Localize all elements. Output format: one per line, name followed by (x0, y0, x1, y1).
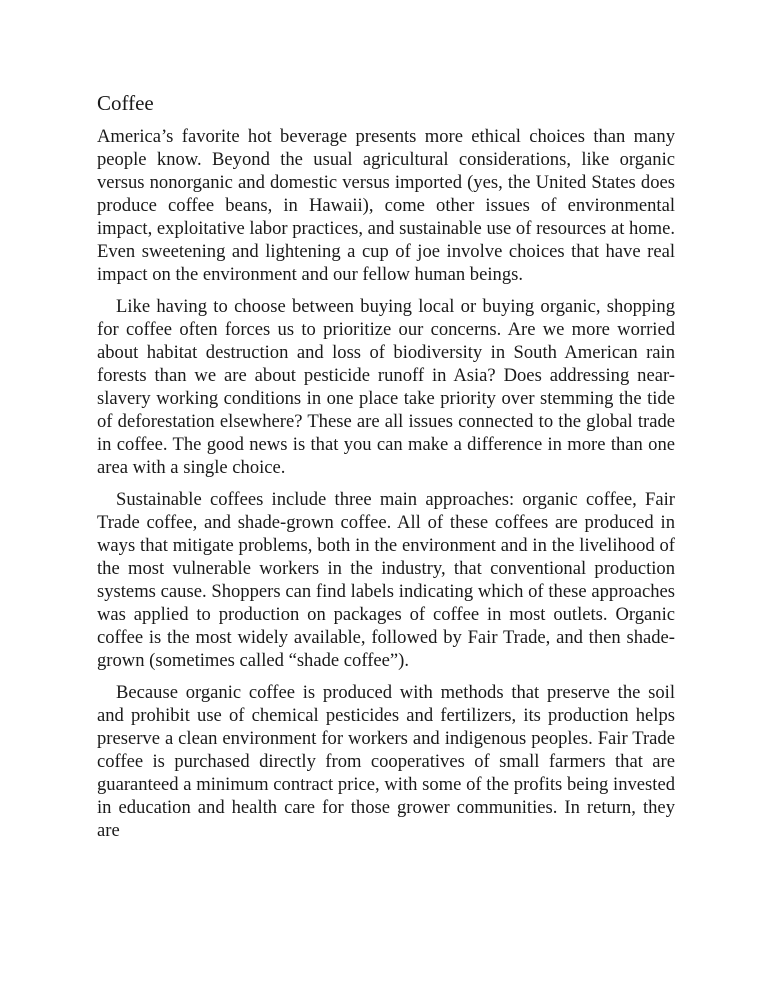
paragraph-intro: America’s favorite hot beverage presents more ethical choices than many people know. Beyond the usual agricultural considerations, like organic versus nonorganic and domestic versus imported (yes, the United States does produce coffee beans, in Hawaii), come other issues of environmental impact, exploitative labor practices, and sustainable use of resources at home. Even sweetening and lightening a cup of joe involve choices that have real impact on the environment and our fellow human beings. (97, 126, 675, 285)
paragraph-priorities: Like having to choose between buying local or buying organic, shopping for coffee often forces us to prioritize our concerns. Are we more worried about habitat destruction and loss of biodiversity in South American rain forests than we are about pesticide runoff in Asia? Does addressing near-slavery working conditions in one place take priority over stemming the tide of deforestation elsewhere? These are all issues connected to the global trade in coffee. The good news is that you can make a difference in more than one area with a single choice. (97, 296, 675, 478)
paragraph-sustainable-approaches: Sustainable coffees include three main approaches: organic coffee, Fair Trade coffee, and shade-grown coffee. All of these coffees are produced in ways that mitigate problems, both in the environment and in the livelihood of the most vulnerable workers in the industry, that conventional production systems cause. Shoppers can find labels indicating which of these approaches was applied to production on packages of coffee in most outlets. Organic coffee is the most widely available, followed by Fair Trade, and then shade-grown (sometimes called “shade coffee”). (97, 489, 675, 671)
section-title: Coffee (97, 91, 154, 115)
paragraph-organic-fair-trade: Because organic coffee is produced with methods that preserve the soil and prohibit use of chemical pesticides and fertilizers, its production helps preserve a clean environment for workers and indigenous peoples. Fair Trade coffee is purchased directly from cooperatives of small farmers that are guaranteed a minimum contract price, with some of the profits being invested in education and health care for those grower communities. In return, they are (97, 682, 675, 841)
page-content (97, 88, 675, 851)
